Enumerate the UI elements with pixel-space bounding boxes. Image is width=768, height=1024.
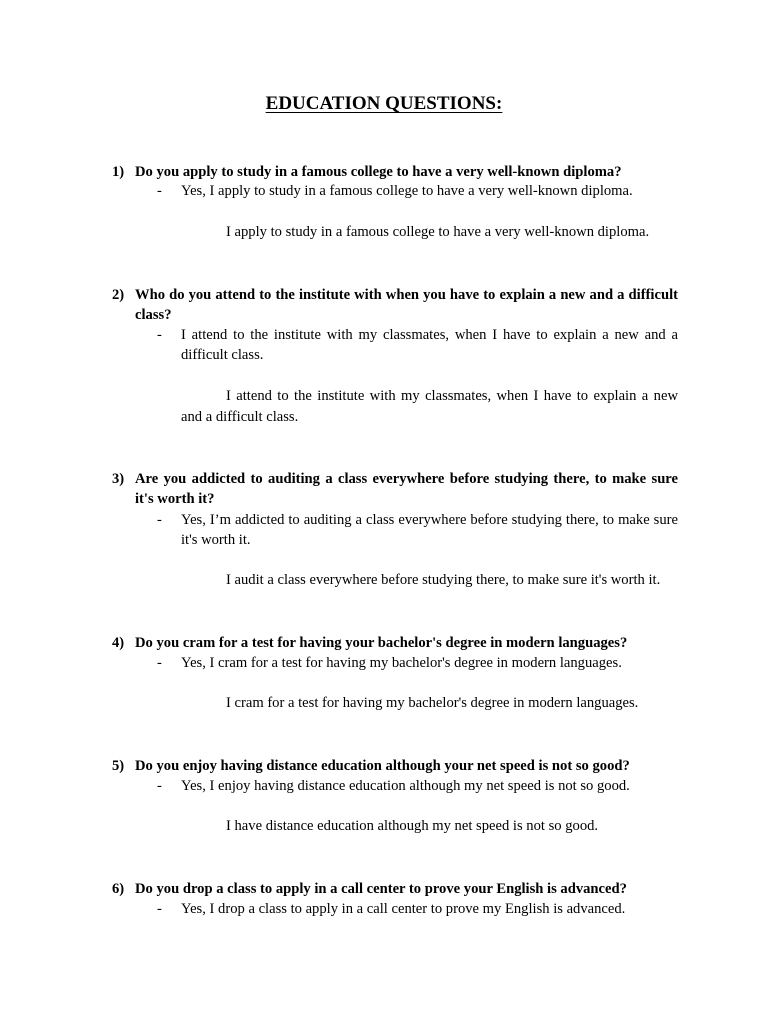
- statement-2: I attend to the institute with my classmates, when I have to explain a new and a difficult class.: [181, 388, 678, 425]
- answer-text: Yes, I drop a class to apply in a call center to prove my English is advanced.: [181, 901, 626, 917]
- question-6: [112, 879, 678, 899]
- question-text: Who do you attend to the institute with when you have to explain a new and a difficult class?: [135, 287, 678, 323]
- answer-text: Yes, I enjoy having distance education although my net speed is not so good.: [181, 778, 630, 794]
- question-1: [112, 162, 678, 182]
- question-number: 2): [112, 287, 125, 303]
- statement-5: I have distance education although my net speed is not so good.: [226, 818, 599, 834]
- answer-text: I attend to the institute with my classmates, when I have to explain a new and a difficult class.: [181, 327, 678, 363]
- bullet-dash: -: [157, 327, 162, 343]
- statement-4: I cram for a test for having my bachelor's degree in modern languages.: [226, 695, 639, 711]
- answer-text: Yes, I apply to study in a famous college to have a very well-known diploma.: [181, 183, 633, 199]
- answer-2: [157, 325, 678, 365]
- question-text: Do you enjoy having distance education although your net speed is not so good?: [135, 758, 630, 774]
- statement-1: I apply to study in a famous college to have a very well-known diploma.: [226, 224, 650, 240]
- question-number: 4): [112, 635, 125, 651]
- page-title: EDUCATION QUESTIONS:: [265, 93, 503, 114]
- question-text: Are you addicted to auditing a class everywhere before studying there, to make sure it's worth it?: [135, 471, 678, 507]
- question-number: 5): [112, 758, 125, 774]
- question-2: [112, 285, 678, 325]
- bullet-dash: -: [157, 778, 162, 794]
- bullet-dash: -: [157, 512, 162, 528]
- answer-3: [157, 510, 678, 550]
- answer-6: [157, 899, 678, 919]
- answer-1: [157, 181, 678, 201]
- question-text: Do you cram for a test for having your bachelor's degree in modern languages?: [135, 635, 628, 651]
- question-5: [112, 756, 678, 776]
- question-number: 6): [112, 881, 125, 897]
- answer-4: [157, 653, 678, 673]
- answer-text: Yes, I cram for a test for having my bachelor's degree in modern languages.: [181, 655, 622, 671]
- answer-5: [157, 776, 678, 796]
- question-number: 1): [112, 164, 125, 180]
- question-4: [112, 633, 678, 653]
- question-text: Do you drop a class to apply in a call center to prove your English is advanced?: [135, 881, 627, 897]
- bullet-dash: -: [157, 901, 162, 917]
- question-number: 3): [112, 471, 125, 487]
- answer-text: Yes, I’m addicted to auditing a class everywhere before studying there, to make sure it's worth it.: [181, 512, 678, 548]
- bullet-dash: -: [157, 655, 162, 671]
- bullet-dash: -: [157, 183, 162, 199]
- question-3: [112, 469, 678, 509]
- question-text: Do you apply to study in a famous college to have a very well-known diploma?: [135, 164, 622, 180]
- statement-3: I audit a class everywhere before studying there, to make sure it's worth it.: [226, 572, 661, 588]
